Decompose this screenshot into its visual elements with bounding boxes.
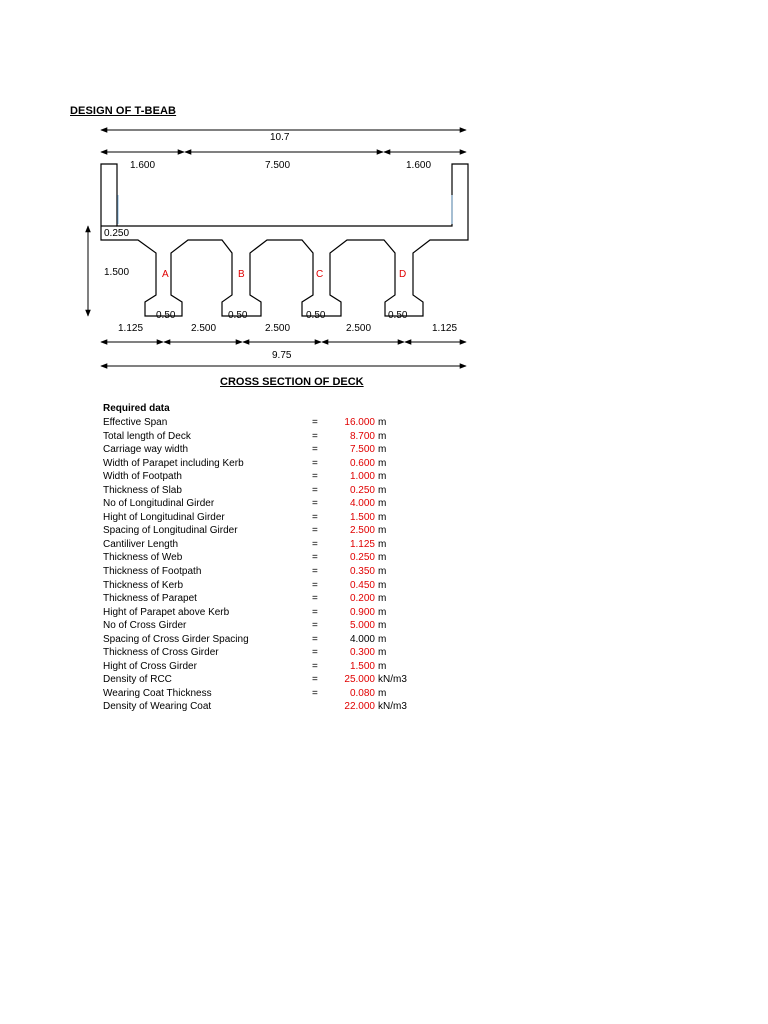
left-footpath-label: 1.600	[130, 160, 156, 171]
data-row-unit: m	[378, 620, 387, 632]
data-row-equals: =	[312, 444, 318, 456]
data-row-unit: m	[378, 538, 387, 550]
data-row-label: Density of Wearing Coat	[103, 701, 212, 713]
data-row-label: Hight of Parapet above Kerb	[103, 606, 230, 618]
web-width-a: 0.50	[156, 310, 176, 321]
data-row-unit: m	[378, 498, 387, 510]
deck-outline	[101, 164, 468, 316]
slab-thickness-label: 0.250	[104, 228, 130, 239]
data-row-unit: m	[378, 552, 387, 564]
data-row-value: 1.500	[349, 511, 375, 523]
web-width-b: 0.50	[228, 310, 248, 321]
girder-label-a: A	[162, 269, 169, 280]
data-row-value: 0.600	[349, 457, 375, 469]
data-row-value: 16.000	[344, 417, 375, 428]
overall-width-label: 10.7	[270, 132, 290, 143]
data-row-unit: m	[378, 687, 387, 699]
data-row-equals: =	[312, 633, 318, 645]
data-row-unit: m	[378, 444, 387, 456]
data-row-unit: m	[378, 430, 387, 442]
data-row-value: 0.350	[349, 566, 375, 578]
data-row-unit: kN/m3	[378, 674, 407, 686]
data-row-label: Thickness of Parapet	[103, 593, 197, 605]
required-data-heading: Required data	[103, 403, 170, 414]
data-row-equals: =	[312, 457, 318, 469]
data-row-value: 0.300	[349, 647, 375, 659]
data-row-unit: m	[378, 511, 387, 523]
data-row-value: 0.250	[349, 484, 375, 496]
data-row-equals: =	[312, 511, 318, 523]
data-row-unit: m	[378, 566, 387, 578]
data-row-equals: =	[312, 593, 318, 605]
data-row-equals: =	[312, 687, 318, 699]
data-row-unit: m	[378, 579, 387, 591]
data-row-equals: =	[312, 525, 318, 537]
data-row-label: Carriage way width	[103, 444, 189, 456]
document-title: DESIGN OF T-BEAB	[70, 105, 177, 117]
data-row-unit: kN/m3	[378, 701, 407, 713]
right-footpath-label: 1.600	[406, 160, 432, 171]
data-row-unit: m	[378, 484, 387, 496]
data-row-label: Total length of Deck	[103, 430, 191, 442]
data-row-label: Wearing Coat Thickness	[103, 687, 212, 699]
data-row-label: Hight of Cross Girder	[103, 660, 197, 672]
data-row-value: 0.080	[349, 687, 375, 699]
data-row-label: Effective Span	[103, 417, 168, 428]
data-row-value: 1.125	[349, 538, 375, 550]
bottom-total-label: 9.75	[272, 350, 292, 361]
carriageway-label: 7.500	[265, 160, 291, 171]
web-width-c: 0.50	[306, 310, 326, 321]
data-row-unit: m	[378, 417, 387, 428]
data-row-value: 5.000	[349, 620, 375, 632]
data-row-label: Thickness of Web	[103, 552, 183, 564]
data-row-value: 0.900	[349, 606, 375, 618]
data-row-label: Width of Parapet including Kerb	[103, 457, 244, 469]
data-row-label: Cantiliver Length	[103, 538, 179, 550]
data-row-value: 8.700	[349, 430, 375, 442]
data-row-equals: =	[312, 552, 318, 564]
data-row-label: Density of RCC	[103, 674, 172, 686]
data-row-unit: m	[378, 647, 387, 659]
data-row-equals: =	[312, 647, 318, 659]
data-row-equals: =	[312, 566, 318, 578]
data-row-unit: m	[378, 633, 387, 645]
data-row-equals: =	[312, 606, 318, 618]
data-row-value: 0.200	[349, 593, 375, 605]
data-row-label: Spacing of Cross Girder Spacing	[103, 633, 249, 645]
girder-label-c: C	[316, 269, 324, 280]
data-row-unit: m	[378, 593, 387, 605]
data-row-value: 4.000	[349, 498, 375, 510]
data-row-value: 1.000	[349, 471, 375, 483]
data-row-label: Hight of Longitudinal Girder	[103, 511, 225, 523]
cross-section-caption: CROSS SECTION OF DECK	[220, 376, 364, 388]
data-row-label: No of Longitudinal Girder	[103, 498, 215, 510]
data-row-value: 22.000	[344, 701, 375, 713]
data-row-equals: =	[312, 620, 318, 632]
data-row-label: Thickness of Kerb	[103, 579, 184, 591]
girder-label-b: B	[238, 269, 245, 280]
data-row-equals: =	[312, 417, 318, 428]
data-row-value: 7.500	[349, 444, 375, 456]
data-row-value: 4.000	[349, 633, 375, 645]
left-cantilever-label: 1.125	[118, 323, 144, 334]
data-row-unit: m	[378, 660, 387, 672]
data-row-equals: =	[312, 579, 318, 591]
data-row-unit: m	[378, 457, 387, 469]
girder-height-label: 1.500	[104, 267, 130, 278]
data-row-equals: =	[312, 538, 318, 550]
spacing-cd-label: 2.500	[346, 323, 372, 334]
data-row-value: 25.000	[344, 674, 375, 686]
right-cantilever-label: 1.125	[432, 323, 458, 334]
data-row-label: Width of Footpath	[103, 471, 182, 483]
data-row-label: Spacing of Longitudinal Girder	[103, 525, 238, 537]
deck-cross-section-diagram	[0, 0, 768, 400]
spacing-ab-label: 2.500	[191, 323, 217, 334]
data-row-equals: =	[312, 674, 318, 686]
data-row-equals: =	[312, 471, 318, 483]
data-row-equals: =	[312, 484, 318, 496]
data-row-unit: m	[378, 471, 387, 483]
data-row-value: 0.450	[349, 579, 375, 591]
data-row-unit: m	[378, 606, 387, 618]
data-row-unit: m	[378, 525, 387, 537]
data-row-equals: =	[312, 660, 318, 672]
data-row-value: 1.500	[349, 660, 375, 672]
data-row-value: 0.250	[349, 552, 375, 564]
web-width-d: 0.50	[388, 310, 408, 321]
spacing-bc-label: 2.500	[265, 323, 291, 334]
data-row-label: Thickness of Slab	[103, 484, 182, 496]
data-row-label: Thickness of Cross Girder	[103, 647, 219, 659]
data-row-label: No of Cross Girder	[103, 620, 187, 632]
data-row-equals: =	[312, 498, 318, 510]
girder-label-d: D	[399, 269, 407, 280]
data-row-value: 2.500	[349, 525, 375, 537]
data-row-label: Thickness of Footpath	[103, 566, 202, 578]
data-row-equals: =	[312, 430, 318, 442]
